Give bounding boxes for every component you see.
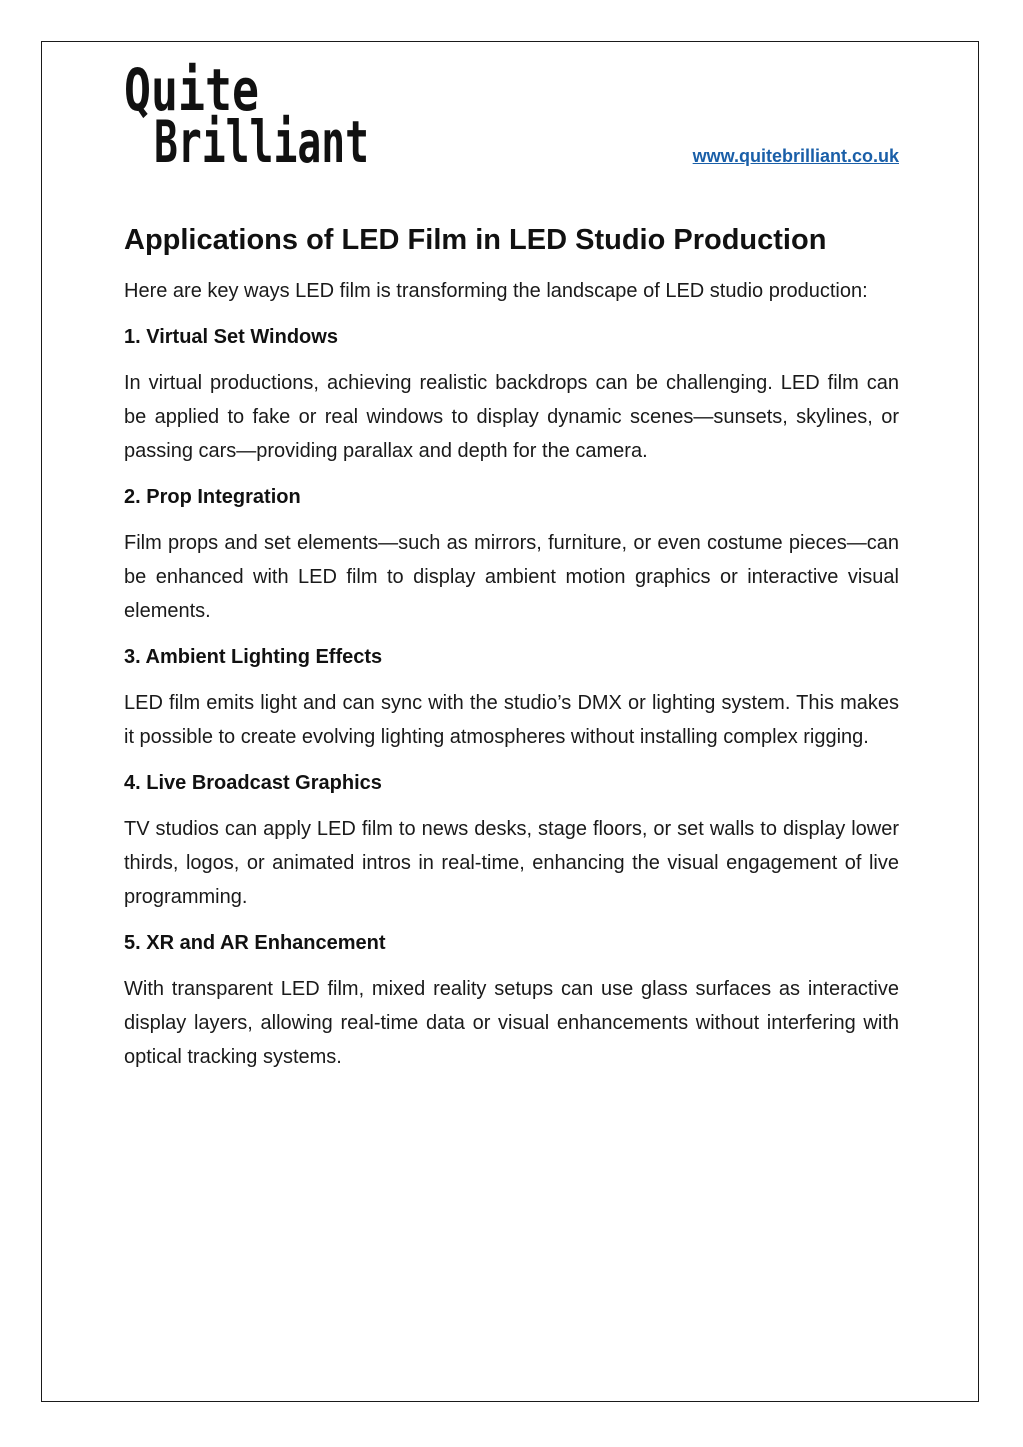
section-heading-live-broadcast: 4. Live Broadcast Graphics (124, 772, 382, 794)
logo-text-line1: Quite (124, 56, 259, 124)
section-heading-ambient-lighting: 3. Ambient Lighting Effects (124, 646, 383, 668)
section-body-live-broadcast: TV studios can apply LED film to news desks, stage floors, or set walls to display lower thirds, logos, or animated intros in real-time, enhancing the visual engagement of live programming. (124, 818, 899, 908)
section-heading-xr-ar: 5. XR and AR Enhancement (124, 932, 386, 954)
quite-brilliant-logo (124, 56, 374, 176)
logo-text-line2: Brilliant (154, 108, 369, 176)
section-body-prop-integration: Film props and set elements—such as mirrors, furniture, or even costume pieces—can be enhanced with LED film to display ambient motion graphics or interactive visual elements. (124, 532, 899, 622)
page-title: Applications of LED Film in LED Studio Production (124, 224, 827, 256)
intro-paragraph: Here are key ways LED film is transforming the landscape of LED studio production: (124, 280, 868, 302)
section-body-ambient-lighting: LED film emits light and can sync with the studio’s DMX or lighting system. This makes it possible to create evolving lighting atmospheres without installing complex rigging. (124, 692, 899, 748)
website-link[interactable]: www.quitebrilliant.co.uk (692, 146, 899, 166)
section-heading-prop-integration: 2. Prop Integration (124, 486, 301, 508)
section-body-virtual-set-windows: In virtual productions, achieving realistic backdrops can be challenging. LED film can be applied to fake or real windows to display dynamic scenes—sunsets, skylines, or passing cars—providing parallax and depth for the camera. (124, 372, 899, 462)
article (124, 220, 899, 1086)
section-body-xr-ar: With transparent LED film, mixed reality setups can use glass surfaces as interactive display layers, allowing real-time data or visual enhancements without interfering with optical tracking systems. (124, 978, 899, 1068)
section-heading-virtual-set-windows: 1. Virtual Set Windows (124, 326, 338, 348)
